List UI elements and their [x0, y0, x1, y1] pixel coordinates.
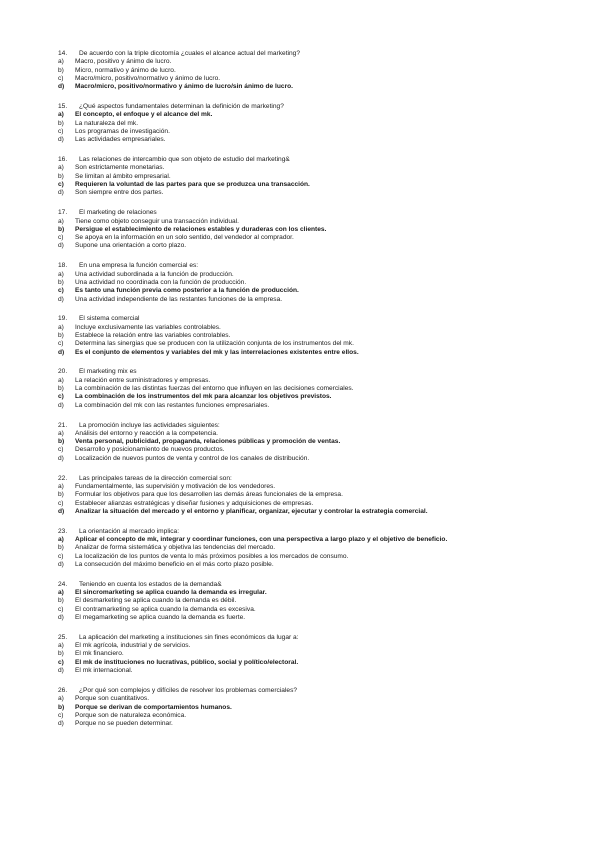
option-letter: b): [58, 66, 64, 74]
option-text: Establecer alianzas estratégicas y diseñar fusiones y adquisiciones de empresas.: [75, 499, 314, 507]
question-list: [58, 50, 558, 740]
option-letter: a): [58, 429, 64, 437]
option-text: El megamarketing se aplica cuando la demanda es fuerte.: [75, 613, 246, 621]
question-number: 24.: [58, 580, 68, 588]
answer-option: [58, 544, 558, 552]
option-letter: d): [58, 613, 64, 621]
question-number: 15.: [58, 103, 68, 111]
answer-option-correct: [58, 393, 558, 401]
option-text: La combinación de las distintas fuerzas del entorno que influyen en las decisiones comerciales.: [75, 385, 354, 393]
question-stem: [58, 687, 558, 695]
option-text: Las actividades empresariales.: [75, 136, 166, 144]
option-letter: d): [58, 720, 64, 728]
answer-option-correct: [58, 111, 558, 119]
answer-option-correct: [58, 508, 558, 516]
option-letter: a): [58, 695, 64, 703]
option-letter: a): [58, 111, 64, 119]
option-letter: a): [58, 164, 64, 172]
option-text: Macro/micro, positivo/normativo y ánimo de lucro.: [75, 74, 221, 82]
question-number: 21.: [58, 421, 68, 429]
option-text: Analizar la situación del mercado y el entorno y planificar, organizar, ejecutar y controlar la estrategia comercial.: [75, 507, 428, 515]
question-text: El sistema comercial: [79, 315, 140, 323]
option-text: El mk de instituciones no lucrativas, público, social y político/electoral.: [75, 658, 299, 666]
question-block: [58, 422, 558, 463]
answer-option-correct: [58, 704, 558, 712]
answer-option-correct: [58, 181, 558, 189]
option-letter: c): [58, 446, 64, 454]
answer-option: [58, 606, 558, 614]
answer-option: [58, 650, 558, 658]
answer-option: [58, 597, 558, 605]
question-stem: [58, 475, 558, 483]
question-stem: [58, 262, 558, 270]
answer-option: [58, 340, 558, 348]
option-text: Localización de nuevos puntos de venta y control de los canales de distribución.: [75, 454, 310, 462]
answer-option: [58, 128, 558, 136]
option-text: La combinación del mk con las restantes funciones empresariales.: [75, 401, 270, 409]
answer-option: [58, 446, 558, 454]
option-letter: a): [58, 482, 64, 490]
answer-option: [58, 324, 558, 332]
question-stem: [58, 209, 558, 217]
option-text: El sincromarketing se aplica cuando la demanda es irregular.: [75, 589, 267, 597]
answer-option: [58, 377, 558, 385]
answer-option: [58, 332, 558, 340]
option-letter: d): [58, 136, 64, 144]
option-letter: c): [58, 287, 64, 295]
question-stem: [58, 634, 558, 642]
question-text: Las principales tareas de la dirección comercial son:: [79, 474, 232, 482]
answer-option: [58, 279, 558, 287]
option-letter: b): [58, 385, 64, 393]
option-letter: c): [58, 74, 64, 82]
answer-option: [58, 242, 558, 250]
option-letter: b): [58, 331, 64, 339]
question-text: ¿Qué aspectos fundamentales determinan la definición de marketing?: [79, 103, 284, 111]
option-text: Una actividad independiente de las restantes funciones de la empresa.: [75, 295, 283, 303]
question-number: 19.: [58, 315, 68, 323]
question-number: 22.: [58, 474, 68, 482]
option-letter: c): [58, 393, 64, 401]
option-text: El desmarketing se aplica cuando la demanda es débil.: [75, 597, 237, 605]
answer-option: [58, 491, 558, 499]
option-text: El mk financiero.: [75, 650, 124, 658]
question-stem: [58, 422, 558, 430]
option-text: Macro, positivo y ánimo de lucro.: [75, 58, 172, 66]
option-letter: d): [58, 348, 65, 356]
option-text: El mk agrícola, industrial y de servicios.: [75, 642, 191, 650]
option-text: La combinación de los instrumentos del mk para alcanzar los objetivos previstos.: [75, 393, 332, 401]
option-text: Fundamentalmente, las supervisión y motivación de los vendedores.: [75, 482, 276, 490]
question-stem: [58, 581, 558, 589]
question-block: [58, 475, 558, 516]
option-letter: a): [58, 536, 64, 543]
option-letter: c): [58, 552, 64, 560]
question-text: Teniendo en cuenta los estados de la demanda&: [79, 580, 222, 588]
option-letter: c): [58, 711, 64, 719]
answer-option: [58, 75, 558, 83]
answer-option: [58, 164, 558, 172]
question-block: [58, 156, 558, 197]
option-letter: b): [58, 703, 65, 711]
option-letter: a): [58, 642, 64, 650]
option-text: Incluye exclusivamente las variables controlables.: [75, 323, 221, 331]
question-stem: [58, 528, 558, 536]
option-text: Porque son cuantitativos.: [75, 695, 150, 703]
option-text: Determina las sinergias que se producen con la utilización conjunta de los instrumentos del mk.: [75, 340, 354, 348]
question-number: 23.: [58, 527, 68, 535]
option-text: La consecución del máximo beneficio en el más corto plazo posible.: [75, 560, 274, 568]
option-text: Persigue el establecimiento de relaciones estables y duraderas con los clientes.: [75, 225, 327, 233]
question-block: [58, 581, 558, 622]
option-letter: a): [58, 323, 64, 331]
option-text: La localización de los puntos de venta lo más próximos posibles a los mercados de consumo.: [75, 552, 349, 560]
answer-option: [58, 667, 558, 675]
answer-option: [58, 120, 558, 128]
question-text: De acuerdo con la triple dicotomía ¿cuales el alcance actual del marketing?: [79, 50, 301, 57]
answer-option-correct: [58, 287, 558, 295]
answer-option: [58, 218, 558, 226]
answer-option: [58, 189, 558, 197]
question-block: [58, 528, 558, 569]
option-letter: c): [58, 340, 64, 348]
option-letter: d): [58, 295, 64, 303]
question-number: 26.: [58, 686, 68, 694]
option-letter: a): [58, 217, 64, 225]
option-letter: b): [58, 544, 64, 552]
question-text: La aplicación del marketing a instituciones sin fines económicos da lugar a:: [79, 633, 299, 641]
answer-option: [58, 296, 558, 304]
option-text: Porque son de naturaleza económica.: [75, 711, 187, 719]
option-text: Son estrictamente monetarias.: [75, 164, 165, 172]
option-text: Una actividad subordinada a la función de producción.: [75, 270, 234, 278]
option-text: El contramarketing se aplica cuando la demanda es excesiva.: [75, 605, 256, 613]
option-letter: b): [58, 597, 64, 605]
option-letter: c): [58, 181, 64, 189]
option-letter: c): [58, 658, 64, 666]
question-block: [58, 50, 558, 91]
option-text: Es el conjunto de elementos y variables del mk y las interrelaciones existentes entre ellos.: [75, 348, 359, 356]
question-number: 18.: [58, 262, 68, 270]
option-letter: b): [58, 438, 65, 446]
question-text: En una empresa la función comercial es:: [79, 262, 199, 270]
option-text: Establece la relación entre las variables controlables.: [75, 331, 231, 339]
option-letter: c): [58, 499, 64, 507]
option-text: Porque se derivan de comportamientos humanos.: [75, 703, 232, 711]
answer-option: [58, 430, 558, 438]
answer-option: [58, 58, 558, 66]
option-text: Son siempre entre dos partes.: [75, 189, 164, 197]
answer-option: [58, 561, 558, 569]
option-letter: b): [58, 278, 64, 286]
option-text: Tiene como objeto conseguir una transacción individual.: [75, 217, 239, 225]
question-stem: [58, 368, 558, 376]
question-block: [58, 634, 558, 675]
option-text: Porque no se pueden determinar.: [75, 720, 173, 728]
answer-option: [58, 402, 558, 410]
answer-option: [58, 271, 558, 279]
answer-option: [58, 695, 558, 703]
option-letter: c): [58, 234, 64, 242]
question-block: [58, 209, 558, 250]
option-text: Micro, normativo y ánimo de lucro.: [75, 66, 176, 74]
answer-option: [58, 712, 558, 720]
answer-option: [58, 455, 558, 463]
option-text: Se limitan al ámbito empresarial.: [75, 172, 171, 180]
option-text: La naturaleza del mk.: [75, 119, 139, 127]
answer-option: [58, 553, 558, 561]
option-letter: d): [58, 454, 64, 462]
option-letter: d): [58, 507, 65, 515]
answer-option: [58, 136, 558, 144]
question-stem: [58, 315, 558, 323]
answer-option-correct: [58, 589, 558, 597]
answer-option-correct: [58, 83, 558, 91]
answer-option: [58, 67, 558, 75]
option-text: Aplicar el concepto de mk, integrar y coordinar funciones, con una perspectiva a largo plazo y el objetivo de beneficio.: [75, 536, 448, 543]
question-text: La orientación al mercado implica:: [79, 527, 180, 535]
option-letter: a): [58, 270, 64, 278]
option-text: La relación entre suministradores y empresas.: [75, 376, 211, 384]
question-block: [58, 368, 558, 409]
option-letter: c): [58, 605, 64, 613]
question-text: La promoción incluye las actividades siguientes:: [79, 421, 220, 429]
option-text: Venta personal, publicidad, propaganda, relaciones públicas y promoción de ventas.: [75, 438, 341, 446]
option-text: El concepto, el enfoque y el alcance del mk.: [75, 111, 213, 119]
question-text: El marketing de relaciones: [79, 209, 157, 217]
question-number: 20.: [58, 368, 68, 376]
option-letter: d): [58, 83, 65, 91]
option-letter: b): [58, 119, 64, 127]
answer-option: [58, 173, 558, 181]
option-text: Analizar de forma sistemática y objetiva las tendencias del mercado.: [75, 544, 276, 552]
question-block: [58, 687, 558, 728]
question-number: 16.: [58, 156, 68, 164]
option-letter: d): [58, 189, 64, 197]
option-letter: d): [58, 401, 64, 409]
option-text: Una actividad no coordinada con la función de producción.: [75, 278, 247, 286]
option-letter: b): [58, 491, 64, 499]
answer-option: [58, 234, 558, 242]
answer-option-correct: [58, 349, 558, 357]
answer-option-correct: [58, 659, 558, 667]
option-letter: b): [58, 225, 65, 233]
question-block: [58, 262, 558, 303]
question-text: ¿Por qué son complejos y difíciles de resolver los problemas comerciales?: [79, 686, 298, 694]
option-letter: a): [58, 376, 64, 384]
question-block: [58, 315, 558, 356]
answer-option: [58, 385, 558, 393]
answer-option: [58, 500, 558, 508]
answer-option-correct: [58, 536, 558, 544]
option-letter: b): [58, 650, 64, 658]
answer-option: [58, 614, 558, 622]
question-stem: [58, 156, 558, 164]
question-number: 14.: [58, 50, 68, 57]
option-letter: a): [58, 58, 64, 66]
option-text: Requieren la voluntad de las partes para que se produzca una transacción.: [75, 181, 310, 189]
option-letter: a): [58, 589, 64, 597]
question-stem: [58, 50, 558, 58]
option-letter: c): [58, 127, 64, 135]
answer-option-correct: [58, 226, 558, 234]
question-stem: [58, 103, 558, 111]
option-letter: d): [58, 560, 64, 568]
option-letter: d): [58, 242, 64, 250]
option-text: Se apoya en la información en un solo sentido, del vendedor al comprador.: [75, 234, 294, 242]
option-text: Análisis del entorno y reacción a la competencia.: [75, 429, 218, 437]
question-text: Las relaciones de intercambio que son objeto de estudio del marketing&: [79, 156, 290, 164]
question-number: 25.: [58, 633, 68, 641]
answer-option: [58, 642, 558, 650]
question-block: [58, 103, 558, 144]
option-text: Es tanto una función previa como posterior a la función de producción.: [75, 287, 299, 295]
option-text: Desarrollo y posicionamiento de nuevos productos.: [75, 446, 225, 454]
option-text: Supone una orientación a corto plazo.: [75, 242, 187, 250]
question-text: El marketing mix es: [79, 368, 137, 376]
option-text: Macro/micro, positivo/normativo y ánimo de lucro/sin ánimo de lucro.: [75, 83, 294, 91]
answer-option: [58, 483, 558, 491]
answer-option: [58, 720, 558, 728]
option-text: Formular los objetivos para que los desarrollen las demás áreas funcionales de la empresa.: [75, 491, 343, 499]
option-text: Los programas de investigación.: [75, 127, 170, 135]
question-number: 17.: [58, 209, 68, 217]
option-text: El mk internacional.: [75, 667, 133, 675]
answer-option-correct: [58, 438, 558, 446]
option-letter: b): [58, 172, 64, 180]
option-letter: d): [58, 667, 64, 675]
